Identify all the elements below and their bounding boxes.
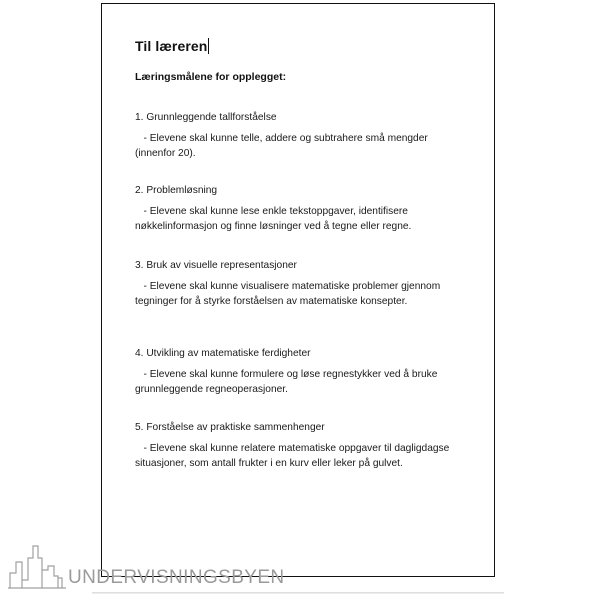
- learning-goal-heading: 3. Bruk av visuelle representasjoner: [135, 260, 297, 271]
- document-page[interactable]: [101, 3, 495, 577]
- learning-goal-body: - Elevene skal kunne visualisere matematiske problemer gjennom tegninger for å styrke forståelsen av matematiske konsepter.: [135, 281, 444, 307]
- learning-goal-body: - Elevene skal kunne relatere matematiske oppgaver til dagligdagse situasjoner, som antall frukter i en kurv eller leker på gulvet.: [135, 443, 453, 469]
- learning-goal-1: [135, 110, 465, 161]
- page-shadow: [92, 592, 504, 594]
- learning-goal-body: - Elevene skal kunne formulere og løse regnestykker ved å bruke grunnleggende regneoperasjoner.: [135, 369, 441, 395]
- learning-goal-body: - Elevene skal kunne lese enkle tekstoppgaver, identifisere nøkkelinformasjon og finne løsninger ved å tegne eller regne.: [135, 206, 412, 232]
- undervisningsbyen-logo: [8, 540, 308, 592]
- learning-goal-2: [135, 183, 465, 234]
- city-skyline-icon: [8, 540, 70, 590]
- document-subtitle: Læringsmålene for opplegget:: [135, 71, 287, 83]
- learning-goal-5: [135, 420, 465, 471]
- logo-wordmark: UNDERVISNINGSBYEN: [68, 567, 285, 588]
- learning-goal-heading: 5. Forståelse av praktiske sammenhenger: [135, 422, 325, 433]
- text-cursor: [208, 38, 209, 54]
- learning-goal-heading: 4. Utvikling av matematiske ferdigheter: [135, 348, 311, 359]
- learning-goal-heading: 1. Grunnleggende tallforståelse: [135, 112, 277, 123]
- learning-goal-4: [135, 346, 465, 397]
- learning-goal-heading: 2. Problemløsning: [135, 185, 218, 196]
- learning-goal-body: - Elevene skal kunne telle, addere og subtrahere små mengder (innenfor 20).: [135, 133, 431, 159]
- document-title-text: Til læreren: [135, 38, 208, 54]
- learning-goal-3: [135, 258, 465, 309]
- document-title[interactable]: [135, 38, 209, 54]
